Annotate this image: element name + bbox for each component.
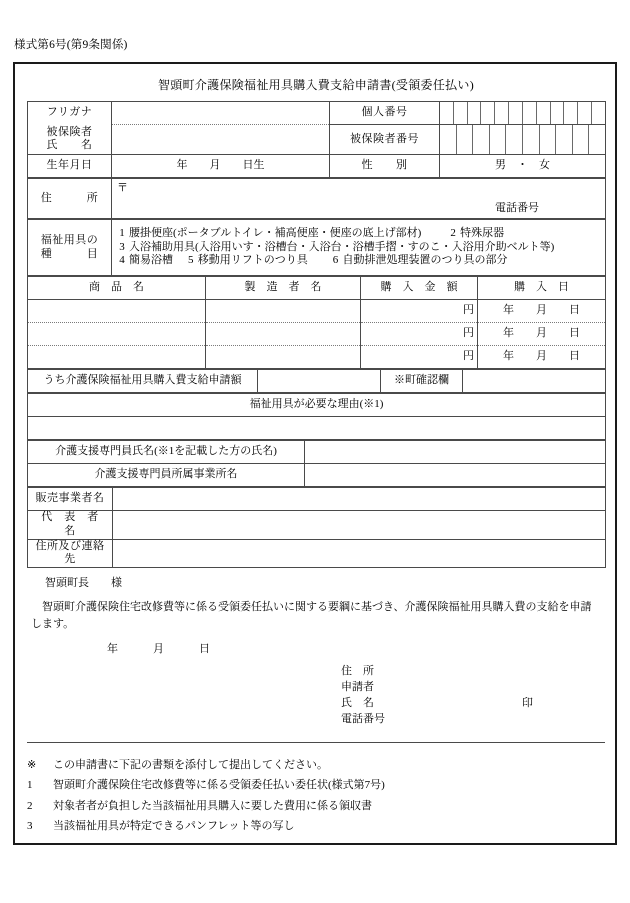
insured-number-cell[interactable] bbox=[523, 125, 540, 154]
notes-header-mark: ※ bbox=[27, 759, 37, 772]
birthdate-field[interactable]: 年 月 日生 bbox=[112, 155, 330, 178]
column-header-maker: 製 造 者 名 bbox=[206, 277, 361, 300]
cell-maker[interactable] bbox=[206, 323, 361, 346]
equipment-item-label[interactable]: 移動用リフトのつり具 bbox=[197, 254, 308, 267]
postal-code-icon: 〒 bbox=[117, 182, 128, 194]
equipment-item-no: 1 bbox=[119, 226, 125, 239]
cell-product[interactable] bbox=[28, 346, 206, 369]
table-row-care-manager-office bbox=[28, 464, 606, 487]
equipment-item-label[interactable]: 特殊尿器 bbox=[460, 226, 505, 239]
seller-representative-field[interactable] bbox=[113, 511, 606, 540]
table-row bbox=[28, 323, 606, 346]
my-number-field[interactable] bbox=[440, 102, 606, 125]
table-row-seller-representative bbox=[28, 511, 606, 540]
notes-header bbox=[27, 755, 605, 775]
applicant-label: 申請者 bbox=[341, 681, 374, 694]
notes-item bbox=[27, 775, 605, 795]
gender-label: 性 別 bbox=[330, 155, 440, 178]
insured-number-cell[interactable] bbox=[440, 125, 457, 154]
insured-number-cell[interactable] bbox=[473, 125, 490, 154]
table-row bbox=[28, 300, 606, 323]
equipment-item-label[interactable]: 腰掛便座(ポータブルトイレ・補高便座・便座の底上げ部材) bbox=[129, 226, 422, 239]
column-header-product: 商 品 名 bbox=[28, 277, 206, 300]
table-row-claim bbox=[28, 370, 606, 393]
table-row-insured-name bbox=[28, 125, 606, 155]
equipment-item-no: 4 bbox=[119, 254, 125, 267]
notes-item bbox=[27, 796, 605, 816]
address-label: 住 所 bbox=[28, 179, 112, 219]
insured-number-label: 被保険者番号 bbox=[330, 125, 440, 155]
declaration-addressee: 智頭町長 様 bbox=[45, 577, 122, 589]
applicant-address-row bbox=[341, 664, 601, 680]
insured-number-cells bbox=[440, 125, 605, 154]
seller-address-contact-field[interactable] bbox=[113, 539, 606, 568]
reason-table bbox=[27, 393, 606, 440]
reason-title: 福祉用具が必要な理由(※1) bbox=[28, 394, 606, 417]
table-row-seller-address bbox=[28, 539, 606, 568]
gender-options[interactable]: 男 ・ 女 bbox=[440, 155, 606, 178]
cell-date[interactable]: 年 月 日 bbox=[478, 323, 606, 346]
equipment-item-label[interactable]: 入浴補助用具(入浴用いす・浴槽台・入浴台・浴槽手摺・すのこ・入浴用介助ベルト等) bbox=[129, 240, 555, 253]
my-number-cell[interactable] bbox=[440, 102, 454, 124]
notes-separator-wrap bbox=[27, 728, 605, 743]
seller-business-name-field[interactable] bbox=[113, 488, 606, 511]
cell-date[interactable]: 年 月 日 bbox=[478, 346, 606, 369]
insured-name-label-line2: 氏 名 bbox=[46, 139, 93, 152]
insured-person-table bbox=[27, 101, 606, 178]
claim-table bbox=[27, 369, 606, 393]
applicant-name-label: 氏 名 bbox=[341, 697, 374, 710]
cell-amount[interactable]: 円 bbox=[361, 300, 478, 323]
my-number-cell[interactable] bbox=[523, 102, 537, 124]
equipment-line bbox=[115, 241, 602, 255]
cell-maker[interactable] bbox=[206, 346, 361, 369]
insured-name-label-line1: 被保険者 bbox=[46, 125, 93, 138]
equipment-item-label[interactable]: 自動排泄処理装置のつり具の部分 bbox=[342, 254, 508, 267]
equipment-line bbox=[115, 254, 602, 268]
my-number-cells bbox=[440, 102, 605, 124]
notes-item-no: 2 bbox=[27, 799, 33, 812]
my-number-cell[interactable] bbox=[481, 102, 495, 124]
equipment-table bbox=[27, 219, 606, 276]
applicant-name-row bbox=[341, 696, 601, 712]
care-manager-office-label: 介護支援専門員所属事業所名 bbox=[28, 464, 305, 487]
table-row-address bbox=[28, 179, 606, 219]
applicant-address-label: 住 所 bbox=[341, 665, 374, 678]
my-number-cell[interactable] bbox=[454, 102, 468, 124]
declaration-body: 智頭町介護保険住宅改修費等に係る受領委任払いに関する要綱に基づき、介護保険福祉用具購入費の支給を申請します。 bbox=[31, 600, 592, 631]
table-row-birthdate-gender bbox=[28, 155, 606, 178]
care-manager-name-label: 介護支援専門員氏名(※1を記載した方の氏名) bbox=[28, 441, 305, 464]
my-number-cell[interactable] bbox=[551, 102, 565, 124]
reason-field[interactable] bbox=[28, 417, 606, 440]
table-row-seller-business bbox=[28, 488, 606, 511]
insured-number-cell[interactable] bbox=[490, 125, 507, 154]
my-number-cell[interactable] bbox=[592, 102, 605, 124]
notes-item-no: 1 bbox=[27, 779, 33, 792]
insured-name-label bbox=[28, 125, 112, 155]
insured-number-field[interactable] bbox=[440, 125, 606, 155]
table-header-row bbox=[28, 277, 606, 300]
care-manager-table bbox=[27, 440, 606, 487]
cell-product[interactable] bbox=[28, 300, 206, 323]
equipment-item-no: 2 bbox=[450, 226, 456, 239]
insured-number-cell[interactable] bbox=[506, 125, 523, 154]
my-number-cell[interactable] bbox=[468, 102, 482, 124]
applicant-telephone-row bbox=[341, 712, 601, 728]
table-row-care-manager-name bbox=[28, 441, 606, 464]
form-inner bbox=[27, 73, 605, 837]
claim-amount-field[interactable] bbox=[258, 370, 381, 393]
insured-number-cell[interactable] bbox=[540, 125, 557, 154]
declaration-block bbox=[27, 568, 605, 728]
address-field[interactable] bbox=[112, 179, 606, 219]
table-row-furigana bbox=[28, 102, 606, 125]
notes-item-text: 智頭町介護保険住宅改修費等に係る受領委任払い委任状(様式第7号) bbox=[53, 779, 385, 792]
seller-address-contact-label: 住所及び連絡先 bbox=[28, 539, 113, 568]
notes-item bbox=[27, 816, 605, 836]
address-table bbox=[27, 178, 606, 219]
birthdate-label: 生年月日 bbox=[28, 155, 112, 178]
notes-block bbox=[27, 743, 605, 836]
equipment-item-no: 6 bbox=[332, 254, 339, 267]
cell-amount[interactable]: 円 bbox=[361, 323, 478, 346]
applicant-block bbox=[31, 664, 601, 728]
town-check-field[interactable] bbox=[463, 370, 606, 393]
town-check-label: ※町確認欄 bbox=[381, 370, 463, 393]
column-header-date: 購 入 日 bbox=[478, 277, 606, 300]
form-frame bbox=[13, 62, 617, 845]
form-number: 様式第6号(第9条関係) bbox=[14, 39, 128, 51]
page-title: 智頭町介護保険福祉用具購入費支給申請書(受領委任払い) bbox=[157, 78, 475, 92]
care-manager-name-field[interactable] bbox=[305, 441, 606, 464]
cell-maker[interactable] bbox=[206, 300, 361, 323]
declaration-date-line[interactable]: 年 月 日 bbox=[107, 642, 211, 655]
care-manager-office-field[interactable] bbox=[305, 464, 606, 487]
seal-icon: 印 bbox=[522, 697, 533, 710]
cell-product[interactable] bbox=[28, 323, 206, 346]
insured-number-cell[interactable] bbox=[589, 125, 605, 154]
notes-item-text: 対象者者が負担した当該福祉用具購入に要した費用に係る領収書 bbox=[53, 799, 372, 812]
purchase-table bbox=[27, 276, 606, 369]
my-number-cell[interactable] bbox=[578, 102, 592, 124]
equipment-options[interactable] bbox=[112, 220, 606, 276]
applicant-title-row bbox=[341, 680, 601, 696]
seller-representative-label: 代 表 者 名 bbox=[28, 511, 113, 540]
my-number-label: 個人番号 bbox=[330, 102, 440, 125]
table-row-equipment bbox=[28, 220, 606, 276]
furigana-label: フリガナ bbox=[28, 102, 112, 125]
furigana-field[interactable] bbox=[112, 102, 330, 125]
table-row-reason-body bbox=[28, 417, 606, 440]
insured-name-field[interactable] bbox=[112, 125, 330, 155]
insured-number-cell[interactable] bbox=[457, 125, 474, 154]
equipment-item-no: 3 bbox=[119, 240, 125, 253]
seller-business-name-label: 販売事業者名 bbox=[28, 488, 113, 511]
claim-amount-label: うち介護保険福祉用具購入費支給申請額 bbox=[28, 370, 258, 393]
equipment-label bbox=[28, 220, 112, 276]
equipment-line bbox=[115, 227, 602, 241]
notes-header-text: この申請書に下記の書類を添付して提出してください。 bbox=[53, 759, 328, 772]
table-row-reason-title bbox=[28, 394, 606, 417]
insured-number-cell[interactable] bbox=[573, 125, 590, 154]
my-number-cell[interactable] bbox=[564, 102, 578, 124]
my-number-cell[interactable] bbox=[495, 102, 509, 124]
equipment-item-label[interactable]: 簡易浴槽 bbox=[129, 254, 173, 267]
equipment-label-line1: 福祉用具の bbox=[40, 233, 99, 246]
column-header-amount: 購 入 金 額 bbox=[361, 277, 478, 300]
cell-amount[interactable]: 円 bbox=[361, 346, 478, 369]
my-number-cell[interactable] bbox=[509, 102, 523, 124]
equipment-label-line2: 種 目 bbox=[40, 247, 99, 260]
seller-table bbox=[27, 487, 606, 568]
equipment-item-no: 5 bbox=[188, 254, 194, 267]
notes-item-text: 当該福祉用具が特定できるパンフレット等の写し bbox=[53, 820, 295, 833]
notes-item-no: 3 bbox=[27, 820, 33, 833]
telephone-label: 電話番号 bbox=[495, 202, 539, 215]
applicant-telephone-label: 電話番号 bbox=[341, 713, 385, 726]
insured-number-cell[interactable] bbox=[556, 125, 573, 154]
my-number-cell[interactable] bbox=[537, 102, 551, 124]
cell-date[interactable]: 年 月 日 bbox=[478, 300, 606, 323]
table-row bbox=[28, 346, 606, 369]
